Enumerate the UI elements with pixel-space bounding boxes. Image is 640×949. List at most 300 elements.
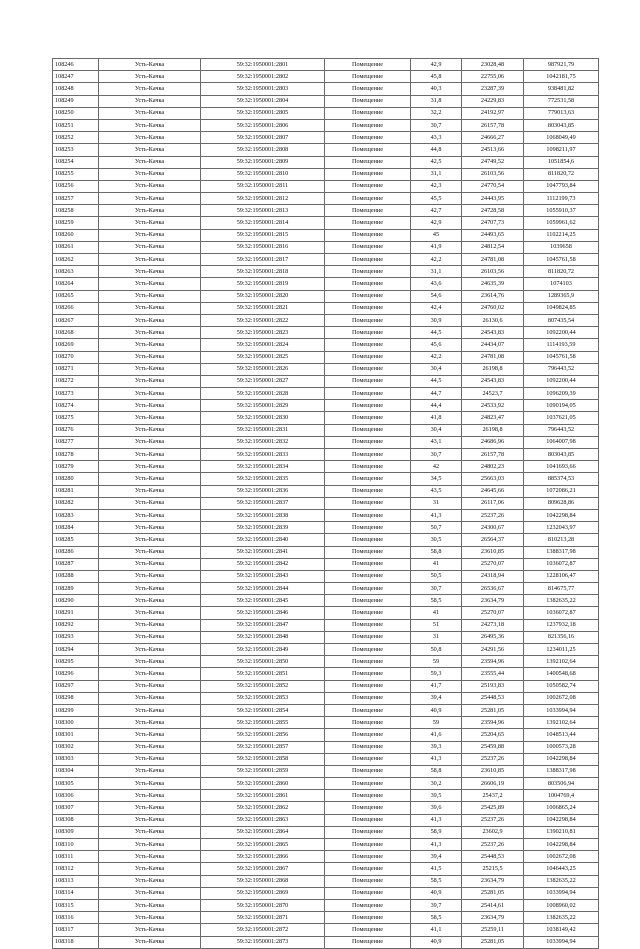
object-type-cell: Помещение bbox=[325, 193, 411, 205]
area-cell: 40,3 bbox=[411, 83, 462, 95]
object-type-cell: Помещение bbox=[325, 180, 411, 192]
unit-value-cell: 26536,67 bbox=[462, 583, 524, 595]
cadastral-number-cell: 59:32:1950001:2861 bbox=[201, 790, 325, 802]
area-cell: 58,5 bbox=[411, 595, 462, 607]
cadastral-number-cell: 59:32:1950001:2858 bbox=[201, 753, 325, 765]
cadastral-number-cell: 59:32:1950001:2816 bbox=[201, 241, 325, 253]
unit-value-cell: 23634,79 bbox=[462, 912, 524, 924]
cadastral-number-cell: 59:32:1950001:2815 bbox=[201, 229, 325, 241]
locality-cell: Усть-Качка bbox=[99, 180, 201, 192]
row-id-cell: 108279 bbox=[53, 461, 99, 473]
unit-value-cell: 24749,52 bbox=[462, 156, 524, 168]
cadastral-value-cell: 1000573,28 bbox=[524, 741, 599, 753]
cadastral-value-cell: 814675,77 bbox=[524, 583, 599, 595]
locality-cell: Усть-Качка bbox=[99, 449, 201, 461]
object-type-cell: Помещение bbox=[325, 229, 411, 241]
unit-value-cell: 24523,7 bbox=[462, 388, 524, 400]
row-id-cell: 108318 bbox=[53, 936, 99, 948]
locality-cell: Усть-Качка bbox=[99, 765, 201, 777]
table-row bbox=[53, 412, 599, 424]
row-id-cell: 108305 bbox=[53, 778, 99, 790]
locality-cell: Усть-Качка bbox=[99, 156, 201, 168]
locality-cell: Усть-Качка bbox=[99, 375, 201, 387]
area-cell: 39,3 bbox=[411, 741, 462, 753]
object-type-cell: Помещение bbox=[325, 205, 411, 217]
cadastral-number-cell: 59:32:1950001:2849 bbox=[201, 644, 325, 656]
unit-value-cell: 25270,07 bbox=[462, 558, 524, 570]
locality-cell: Усть-Качка bbox=[99, 314, 201, 326]
area-cell: 43,6 bbox=[411, 278, 462, 290]
row-id-cell: 108293 bbox=[53, 631, 99, 643]
cadastral-value-cell: 1400548,68 bbox=[524, 668, 599, 680]
object-type-cell: Помещение bbox=[325, 741, 411, 753]
locality-cell: Усть-Качка bbox=[99, 412, 201, 424]
row-id-cell: 108278 bbox=[53, 449, 99, 461]
object-type-cell: Помещение bbox=[325, 595, 411, 607]
cadastral-value-cell: 1090194,05 bbox=[524, 400, 599, 412]
unit-value-cell: 25237,26 bbox=[462, 509, 524, 521]
row-id-cell: 108258 bbox=[53, 205, 99, 217]
cadastral-value-cell: 1037621,05 bbox=[524, 412, 599, 424]
object-type-cell: Помещение bbox=[325, 644, 411, 656]
table-row bbox=[53, 765, 599, 777]
object-type-cell: Помещение bbox=[325, 95, 411, 107]
object-type-cell: Помещение bbox=[325, 278, 411, 290]
row-id-cell: 108282 bbox=[53, 497, 99, 509]
cadastral-number-cell: 59:32:1950001:2817 bbox=[201, 254, 325, 266]
table-row bbox=[53, 71, 599, 83]
cadastral-value-cell: 810213,28 bbox=[524, 534, 599, 546]
area-cell: 58,5 bbox=[411, 875, 462, 887]
area-cell: 54,6 bbox=[411, 290, 462, 302]
row-id-cell: 108316 bbox=[53, 912, 99, 924]
object-type-cell: Помещение bbox=[325, 449, 411, 461]
unit-value-cell: 24229,83 bbox=[462, 95, 524, 107]
unit-value-cell: 24823,47 bbox=[462, 412, 524, 424]
area-cell: 30,9 bbox=[411, 314, 462, 326]
unit-value-cell: 24543,83 bbox=[462, 327, 524, 339]
table-row bbox=[53, 680, 599, 692]
area-cell: 39,7 bbox=[411, 899, 462, 911]
cadastral-value-cell: 1002672,08 bbox=[524, 851, 599, 863]
unit-value-cell: 26198,8 bbox=[462, 424, 524, 436]
unit-value-cell: 24434,07 bbox=[462, 339, 524, 351]
unit-value-cell: 25414,61 bbox=[462, 899, 524, 911]
cadastral-number-cell: 59:32:1950001:2873 bbox=[201, 936, 325, 948]
row-id-cell: 108291 bbox=[53, 607, 99, 619]
object-type-cell: Помещение bbox=[325, 546, 411, 558]
locality-cell: Усть-Качка bbox=[99, 266, 201, 278]
cadastral-number-cell: 59:32:1950001:2825 bbox=[201, 351, 325, 363]
area-cell: 41,3 bbox=[411, 839, 462, 851]
area-cell: 41,1 bbox=[411, 924, 462, 936]
row-id-cell: 108315 bbox=[53, 899, 99, 911]
cadastral-number-cell: 59:32:1950001:2807 bbox=[201, 132, 325, 144]
cadastral-number-cell: 59:32:1950001:2819 bbox=[201, 278, 325, 290]
object-type-cell: Помещение bbox=[325, 412, 411, 424]
cadastral-number-cell: 59:32:1950001:2850 bbox=[201, 656, 325, 668]
unit-value-cell: 24493,65 bbox=[462, 229, 524, 241]
row-id-cell: 108261 bbox=[53, 241, 99, 253]
locality-cell: Усть-Качка bbox=[99, 839, 201, 851]
row-id-cell: 108306 bbox=[53, 790, 99, 802]
table-row bbox=[53, 363, 599, 375]
area-cell: 41,3 bbox=[411, 814, 462, 826]
area-cell: 31,8 bbox=[411, 95, 462, 107]
cadastral-value-cell: 1006865,24 bbox=[524, 802, 599, 814]
cadastral-number-cell: 59:32:1950001:2848 bbox=[201, 631, 325, 643]
area-cell: 34,5 bbox=[411, 473, 462, 485]
cadastral-value-cell: 1112199,73 bbox=[524, 193, 599, 205]
object-type-cell: Помещение bbox=[325, 71, 411, 83]
area-cell: 50,5 bbox=[411, 570, 462, 582]
area-cell: 42,9 bbox=[411, 59, 462, 71]
unit-value-cell: 24707,73 bbox=[462, 217, 524, 229]
table-row bbox=[53, 132, 599, 144]
area-cell: 41,5 bbox=[411, 863, 462, 875]
object-type-cell: Помещение bbox=[325, 899, 411, 911]
row-id-cell: 108257 bbox=[53, 193, 99, 205]
cadastral-value-cell: 1382635,22 bbox=[524, 875, 599, 887]
unit-value-cell: 24443,95 bbox=[462, 193, 524, 205]
object-type-cell: Помещение bbox=[325, 826, 411, 838]
area-cell: 42,2 bbox=[411, 254, 462, 266]
locality-cell: Усть-Качка bbox=[99, 59, 201, 71]
cadastral-number-cell: 59:32:1950001:2837 bbox=[201, 497, 325, 509]
cadastral-value-cell: 885374,53 bbox=[524, 473, 599, 485]
locality-cell: Усть-Качка bbox=[99, 826, 201, 838]
locality-cell: Усть-Качка bbox=[99, 473, 201, 485]
area-cell: 44,5 bbox=[411, 327, 462, 339]
row-id-cell: 108290 bbox=[53, 595, 99, 607]
locality-cell: Усть-Качка bbox=[99, 363, 201, 375]
area-cell: 58,9 bbox=[411, 826, 462, 838]
area-cell: 30,7 bbox=[411, 119, 462, 131]
cadastral-value-cell: 1041693,66 bbox=[524, 461, 599, 473]
locality-cell: Усть-Качка bbox=[99, 680, 201, 692]
locality-cell: Усть-Качка bbox=[99, 729, 201, 741]
cadastral-number-cell: 59:32:1950001:2821 bbox=[201, 302, 325, 314]
area-cell: 50,8 bbox=[411, 644, 462, 656]
cadastral-number-cell: 59:32:1950001:2811 bbox=[201, 180, 325, 192]
row-id-cell: 108252 bbox=[53, 132, 99, 144]
cadastral-number-cell: 59:32:1950001:2839 bbox=[201, 522, 325, 534]
object-type-cell: Помещение bbox=[325, 241, 411, 253]
cadastral-value-cell: 1102214,25 bbox=[524, 229, 599, 241]
cadastral-number-cell: 59:32:1950001:2857 bbox=[201, 741, 325, 753]
object-type-cell: Помещение bbox=[325, 168, 411, 180]
cadastral-value-cell: 1046443,25 bbox=[524, 863, 599, 875]
cadastral-value-cell: 1033994,94 bbox=[524, 887, 599, 899]
cadastral-value-cell: 1042181,75 bbox=[524, 71, 599, 83]
object-type-cell: Помещение bbox=[325, 765, 411, 777]
cadastral-value-cell: 1055910,37 bbox=[524, 205, 599, 217]
object-type-cell: Помещение bbox=[325, 388, 411, 400]
area-cell: 43,5 bbox=[411, 485, 462, 497]
unit-value-cell: 24686,96 bbox=[462, 436, 524, 448]
locality-cell: Усть-Качка bbox=[99, 912, 201, 924]
table-row bbox=[53, 266, 599, 278]
cadastral-number-cell: 59:32:1950001:2836 bbox=[201, 485, 325, 497]
area-cell: 44,4 bbox=[411, 400, 462, 412]
unit-value-cell: 24802,23 bbox=[462, 461, 524, 473]
area-cell: 51 bbox=[411, 619, 462, 631]
table-row bbox=[53, 180, 599, 192]
table-row bbox=[53, 351, 599, 363]
locality-cell: Усть-Качка bbox=[99, 144, 201, 156]
row-id-cell: 108281 bbox=[53, 485, 99, 497]
table-row bbox=[53, 753, 599, 765]
row-id-cell: 108311 bbox=[53, 851, 99, 863]
cadastral-number-cell: 59:32:1950001:2801 bbox=[201, 59, 325, 71]
cadastral-number-cell: 59:32:1950001:2865 bbox=[201, 839, 325, 851]
locality-cell: Усть-Качка bbox=[99, 436, 201, 448]
unit-value-cell: 26198,8 bbox=[462, 363, 524, 375]
object-type-cell: Помещение bbox=[325, 936, 411, 948]
unit-value-cell: 23610,85 bbox=[462, 765, 524, 777]
locality-cell: Усть-Качка bbox=[99, 656, 201, 668]
area-cell: 43,1 bbox=[411, 436, 462, 448]
property-table-body bbox=[53, 59, 599, 949]
table-row bbox=[53, 436, 599, 448]
row-id-cell: 108271 bbox=[53, 363, 99, 375]
row-id-cell: 108248 bbox=[53, 83, 99, 95]
unit-value-cell: 25448,53 bbox=[462, 692, 524, 704]
area-cell: 50,7 bbox=[411, 522, 462, 534]
unit-value-cell: 25448,53 bbox=[462, 851, 524, 863]
table-row bbox=[53, 229, 599, 241]
row-id-cell: 108295 bbox=[53, 656, 99, 668]
cadastral-number-cell: 59:32:1950001:2871 bbox=[201, 912, 325, 924]
table-row bbox=[53, 314, 599, 326]
cadastral-value-cell: 811820,72 bbox=[524, 168, 599, 180]
locality-cell: Усть-Качка bbox=[99, 168, 201, 180]
table-row bbox=[53, 339, 599, 351]
cadastral-number-cell: 59:32:1950001:2841 bbox=[201, 546, 325, 558]
cadastral-number-cell: 59:32:1950001:2832 bbox=[201, 436, 325, 448]
cadastral-value-cell: 772531,58 bbox=[524, 95, 599, 107]
unit-value-cell: 26117,06 bbox=[462, 497, 524, 509]
cadastral-number-cell: 59:32:1950001:2846 bbox=[201, 607, 325, 619]
unit-value-cell: 26157,78 bbox=[462, 449, 524, 461]
cadastral-value-cell: 1392102,64 bbox=[524, 717, 599, 729]
cadastral-number-cell: 59:32:1950001:2864 bbox=[201, 826, 325, 838]
cadastral-number-cell: 59:32:1950001:2822 bbox=[201, 314, 325, 326]
table-row bbox=[53, 327, 599, 339]
locality-cell: Усть-Качка bbox=[99, 132, 201, 144]
cadastral-value-cell: 1033994,94 bbox=[524, 936, 599, 948]
cadastral-value-cell: 1114193,59 bbox=[524, 339, 599, 351]
cadastral-number-cell: 59:32:1950001:2854 bbox=[201, 704, 325, 716]
area-cell: 58,8 bbox=[411, 765, 462, 777]
area-cell: 41,9 bbox=[411, 241, 462, 253]
cadastral-value-cell: 1064007,98 bbox=[524, 436, 599, 448]
area-cell: 42,3 bbox=[411, 180, 462, 192]
table-row bbox=[53, 899, 599, 911]
object-type-cell: Помещение bbox=[325, 802, 411, 814]
table-row bbox=[53, 217, 599, 229]
object-type-cell: Помещение bbox=[325, 534, 411, 546]
object-type-cell: Помещение bbox=[325, 863, 411, 875]
unit-value-cell: 26606,19 bbox=[462, 778, 524, 790]
row-id-cell: 108312 bbox=[53, 863, 99, 875]
cadastral-value-cell: 1051854,6 bbox=[524, 156, 599, 168]
area-cell: 41,8 bbox=[411, 412, 462, 424]
table-row bbox=[53, 631, 599, 643]
area-cell: 58,5 bbox=[411, 912, 462, 924]
cadastral-number-cell: 59:32:1950001:2844 bbox=[201, 583, 325, 595]
table-row bbox=[53, 619, 599, 631]
area-cell: 44,8 bbox=[411, 144, 462, 156]
table-row bbox=[53, 168, 599, 180]
cadastral-value-cell: 1039658 bbox=[524, 241, 599, 253]
object-type-cell: Помещение bbox=[325, 327, 411, 339]
unit-value-cell: 23594,96 bbox=[462, 717, 524, 729]
cadastral-number-cell: 59:32:1950001:2831 bbox=[201, 424, 325, 436]
locality-cell: Усть-Качка bbox=[99, 278, 201, 290]
table-row bbox=[53, 668, 599, 680]
area-cell: 42,4 bbox=[411, 302, 462, 314]
cadastral-number-cell: 59:32:1950001:2802 bbox=[201, 71, 325, 83]
locality-cell: Усть-Качка bbox=[99, 644, 201, 656]
row-id-cell: 108313 bbox=[53, 875, 99, 887]
table-row bbox=[53, 449, 599, 461]
area-cell: 30,4 bbox=[411, 363, 462, 375]
unit-value-cell: 25281,05 bbox=[462, 704, 524, 716]
cadastral-number-cell: 59:32:1950001:2838 bbox=[201, 509, 325, 521]
unit-value-cell: 23287,39 bbox=[462, 83, 524, 95]
table-row bbox=[53, 193, 599, 205]
locality-cell: Усть-Качка bbox=[99, 778, 201, 790]
object-type-cell: Помещение bbox=[325, 254, 411, 266]
locality-cell: Усть-Качка bbox=[99, 668, 201, 680]
locality-cell: Усть-Качка bbox=[99, 790, 201, 802]
row-id-cell: 108270 bbox=[53, 351, 99, 363]
table-row bbox=[53, 290, 599, 302]
area-cell: 45 bbox=[411, 229, 462, 241]
area-cell: 39,5 bbox=[411, 790, 462, 802]
cadastral-value-cell: 1047793,84 bbox=[524, 180, 599, 192]
unit-value-cell: 24300,67 bbox=[462, 522, 524, 534]
object-type-cell: Помещение bbox=[325, 619, 411, 631]
locality-cell: Усть-Качка bbox=[99, 497, 201, 509]
locality-cell: Усть-Качка bbox=[99, 509, 201, 521]
cadastral-number-cell: 59:32:1950001:2862 bbox=[201, 802, 325, 814]
unit-value-cell: 23028,48 bbox=[462, 59, 524, 71]
cadastral-number-cell: 59:32:1950001:2859 bbox=[201, 765, 325, 777]
locality-cell: Усть-Качка bbox=[99, 753, 201, 765]
locality-cell: Усть-Качка bbox=[99, 290, 201, 302]
row-id-cell: 108307 bbox=[53, 802, 99, 814]
object-type-cell: Помещение bbox=[325, 656, 411, 668]
table-row bbox=[53, 254, 599, 266]
unit-value-cell: 25237,26 bbox=[462, 814, 524, 826]
cadastral-value-cell: 1042298,84 bbox=[524, 509, 599, 521]
area-cell: 59,3 bbox=[411, 668, 462, 680]
locality-cell: Усть-Качка bbox=[99, 107, 201, 119]
table-row bbox=[53, 826, 599, 838]
row-id-cell: 108314 bbox=[53, 887, 99, 899]
cadastral-number-cell: 59:32:1950001:2851 bbox=[201, 668, 325, 680]
cadastral-number-cell: 59:32:1950001:2829 bbox=[201, 400, 325, 412]
locality-cell: Усть-Качка bbox=[99, 351, 201, 363]
cadastral-value-cell: 1072086,21 bbox=[524, 485, 599, 497]
locality-cell: Усть-Качка bbox=[99, 741, 201, 753]
unit-value-cell: 24533,92 bbox=[462, 400, 524, 412]
cadastral-value-cell: 1092200,44 bbox=[524, 375, 599, 387]
cadastral-value-cell: 1036072,87 bbox=[524, 607, 599, 619]
table-row bbox=[53, 400, 599, 412]
table-row bbox=[53, 485, 599, 497]
locality-cell: Усть-Качка bbox=[99, 570, 201, 582]
object-type-cell: Помещение bbox=[325, 436, 411, 448]
area-cell: 39,4 bbox=[411, 851, 462, 863]
table-row bbox=[53, 570, 599, 582]
row-id-cell: 108253 bbox=[53, 144, 99, 156]
locality-cell: Усть-Качка bbox=[99, 802, 201, 814]
unit-value-cell: 24645,66 bbox=[462, 485, 524, 497]
table-row bbox=[53, 656, 599, 668]
row-id-cell: 108308 bbox=[53, 814, 99, 826]
row-id-cell: 108256 bbox=[53, 180, 99, 192]
cadastral-value-cell: 803043,85 bbox=[524, 449, 599, 461]
cadastral-value-cell: 1388317,98 bbox=[524, 765, 599, 777]
area-cell: 40,9 bbox=[411, 704, 462, 716]
cadastral-value-cell: 803043,85 bbox=[524, 119, 599, 131]
object-type-cell: Помещение bbox=[325, 83, 411, 95]
area-cell: 31 bbox=[411, 631, 462, 643]
row-id-cell: 108310 bbox=[53, 839, 99, 851]
area-cell: 41,3 bbox=[411, 753, 462, 765]
locality-cell: Усть-Качка bbox=[99, 887, 201, 899]
area-cell: 44,7 bbox=[411, 388, 462, 400]
locality-cell: Усть-Качка bbox=[99, 534, 201, 546]
area-cell: 30,5 bbox=[411, 534, 462, 546]
unit-value-cell: 24760,02 bbox=[462, 302, 524, 314]
object-type-cell: Помещение bbox=[325, 583, 411, 595]
cadastral-value-cell: 796443,52 bbox=[524, 363, 599, 375]
row-id-cell: 108280 bbox=[53, 473, 99, 485]
object-type-cell: Помещение bbox=[325, 607, 411, 619]
locality-cell: Усть-Качка bbox=[99, 229, 201, 241]
cadastral-number-cell: 59:32:1950001:2830 bbox=[201, 412, 325, 424]
unit-value-cell: 25259,11 bbox=[462, 924, 524, 936]
unit-value-cell: 25270,07 bbox=[462, 607, 524, 619]
cadastral-value-cell: 1388317,98 bbox=[524, 546, 599, 558]
row-id-cell: 108255 bbox=[53, 168, 99, 180]
unit-value-cell: 23634,79 bbox=[462, 595, 524, 607]
cadastral-value-cell: 1289365,9 bbox=[524, 290, 599, 302]
unit-value-cell: 23555,44 bbox=[462, 668, 524, 680]
cadastral-value-cell: 1074103 bbox=[524, 278, 599, 290]
locality-cell: Усть-Качка bbox=[99, 936, 201, 948]
table-row bbox=[53, 119, 599, 131]
row-id-cell: 108263 bbox=[53, 266, 99, 278]
locality-cell: Усть-Качка bbox=[99, 522, 201, 534]
cadastral-number-cell: 59:32:1950001:2824 bbox=[201, 339, 325, 351]
unit-value-cell: 24781,08 bbox=[462, 351, 524, 363]
unit-value-cell: 24318,94 bbox=[462, 570, 524, 582]
object-type-cell: Помещение bbox=[325, 290, 411, 302]
row-id-cell: 108246 bbox=[53, 59, 99, 71]
cadastral-value-cell: 1002672,08 bbox=[524, 692, 599, 704]
table-row bbox=[53, 156, 599, 168]
row-id-cell: 108250 bbox=[53, 107, 99, 119]
cadastral-number-cell: 59:32:1950001:2855 bbox=[201, 717, 325, 729]
cadastral-number-cell: 59:32:1950001:2842 bbox=[201, 558, 325, 570]
cadastral-value-cell: 811820,72 bbox=[524, 266, 599, 278]
area-cell: 30,4 bbox=[411, 424, 462, 436]
